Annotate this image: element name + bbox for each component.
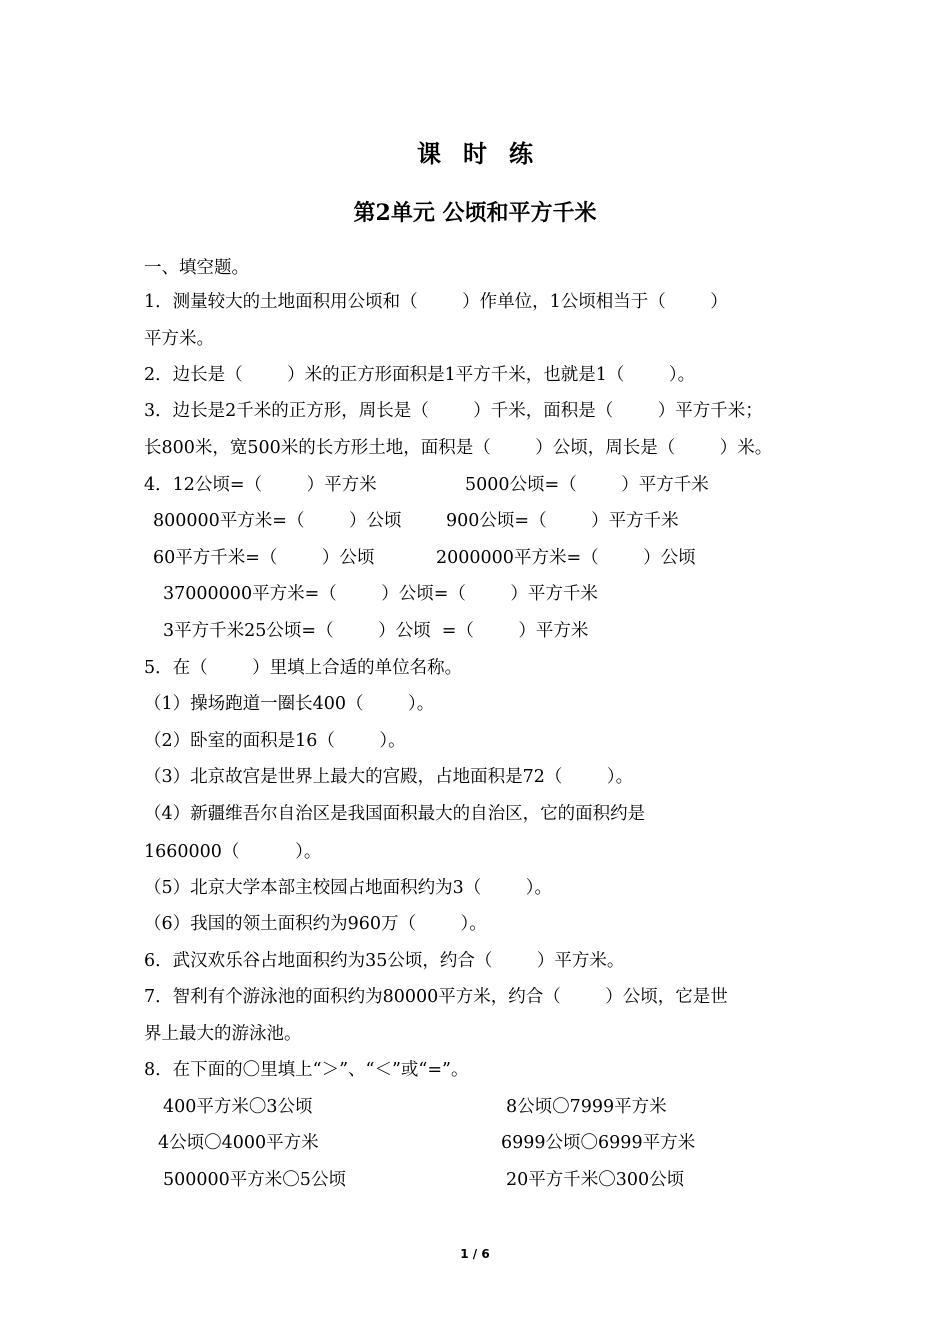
question-8-row-3a: 500000平方米〇5公顷 bbox=[163, 1170, 346, 1190]
page-title: 课时练 bbox=[417, 139, 555, 168]
page-subtitle: 第2单元 公顷和平方千米 bbox=[353, 200, 597, 226]
question-5-sub-4-line-1: （4）新疆维吾尔自治区是我国面积最大的自治区，它的面积约是 bbox=[144, 804, 646, 824]
question-5-stem: 5．在（ ）里填上合适的单位名称。 bbox=[144, 658, 463, 678]
question-1-line-1: 1．测量较大的土地面积用公顷和（ ）作单位，1公顷相当于（ ） bbox=[144, 292, 728, 312]
question-5-sub-1: （1）操场跑道一圈长400（ ）。 bbox=[144, 694, 435, 714]
question-2: 2．边长是（ ）米的正方形面积是1平方千米，也就是1（ ）。 bbox=[144, 365, 696, 385]
question-8-stem: 8．在下面的〇里填上“＞”、“＜”或“=”。 bbox=[144, 1060, 469, 1080]
question-4-row-4: 37000000平方米=（ ）公顷=（ ）平方千米 bbox=[163, 584, 598, 604]
question-4-row-2a: 800000平方米=（ ）公顷 bbox=[153, 511, 402, 531]
question-6: 6．武汉欢乐谷占地面积约为35公顷，约合（ ）平方米。 bbox=[144, 951, 625, 971]
question-3-line-2: 长800米，宽500米的长方形土地，面积是（ ）公顷，周长是（ ）米。 bbox=[144, 438, 773, 458]
question-7-line-2: 界上最大的游泳池。 bbox=[144, 1024, 302, 1044]
question-4-row-1b: 5000公顷=（ ）平方千米 bbox=[465, 475, 709, 495]
question-5-sub-5: （5）北京大学本部主校园占地面积约为3（ ）。 bbox=[144, 878, 553, 898]
page-number: 1 / 6 bbox=[460, 1247, 490, 1261]
question-8-row-2b: 6999公顷〇6999平方米 bbox=[501, 1133, 696, 1153]
section-heading: 一、填空题。 bbox=[144, 258, 249, 278]
question-5-sub-4-line-2: 1660000（ ）。 bbox=[144, 842, 322, 862]
question-8-row-3b: 20平方千米〇300公顷 bbox=[506, 1170, 685, 1190]
question-5-sub-3: （3）北京故宫是世界上最大的宫殿，占地面积是72（ ）。 bbox=[144, 767, 634, 787]
question-8-row-1b: 8公顷〇7999平方米 bbox=[506, 1097, 667, 1117]
question-5-sub-2: （2）卧室的面积是16（ ）。 bbox=[144, 731, 406, 751]
question-4-row-3b: 2000000平方米=（ ）公顷 bbox=[436, 548, 696, 568]
question-4-row-2b: 900公顷=（ ）平方千米 bbox=[446, 511, 679, 531]
question-8-row-1a: 400平方米〇3公顷 bbox=[163, 1097, 313, 1117]
question-4-row-3a: 60平方千米=（ ）公顷 bbox=[153, 548, 375, 568]
question-5-sub-6: （6）我国的领土面积约为960万（ ）。 bbox=[144, 914, 487, 934]
question-3-line-1: 3．边长是2千米的正方形，周长是（ ）千米，面积是（ ）平方千米； bbox=[144, 401, 763, 421]
question-7-line-1: 7．智利有个游泳池的面积约为80000平方米，约合（ ）公顷，它是世 bbox=[144, 987, 728, 1007]
question-8-row-2a: 4公顷〇4000平方米 bbox=[158, 1133, 319, 1153]
question-4-row-1a: 4．12公顷=（ ）平方米 bbox=[144, 475, 377, 495]
question-4-row-5: 3平方千米25公顷=（ ）公顷 =（ ）平方米 bbox=[163, 621, 589, 641]
question-1-line-2: 平方米。 bbox=[144, 329, 214, 349]
